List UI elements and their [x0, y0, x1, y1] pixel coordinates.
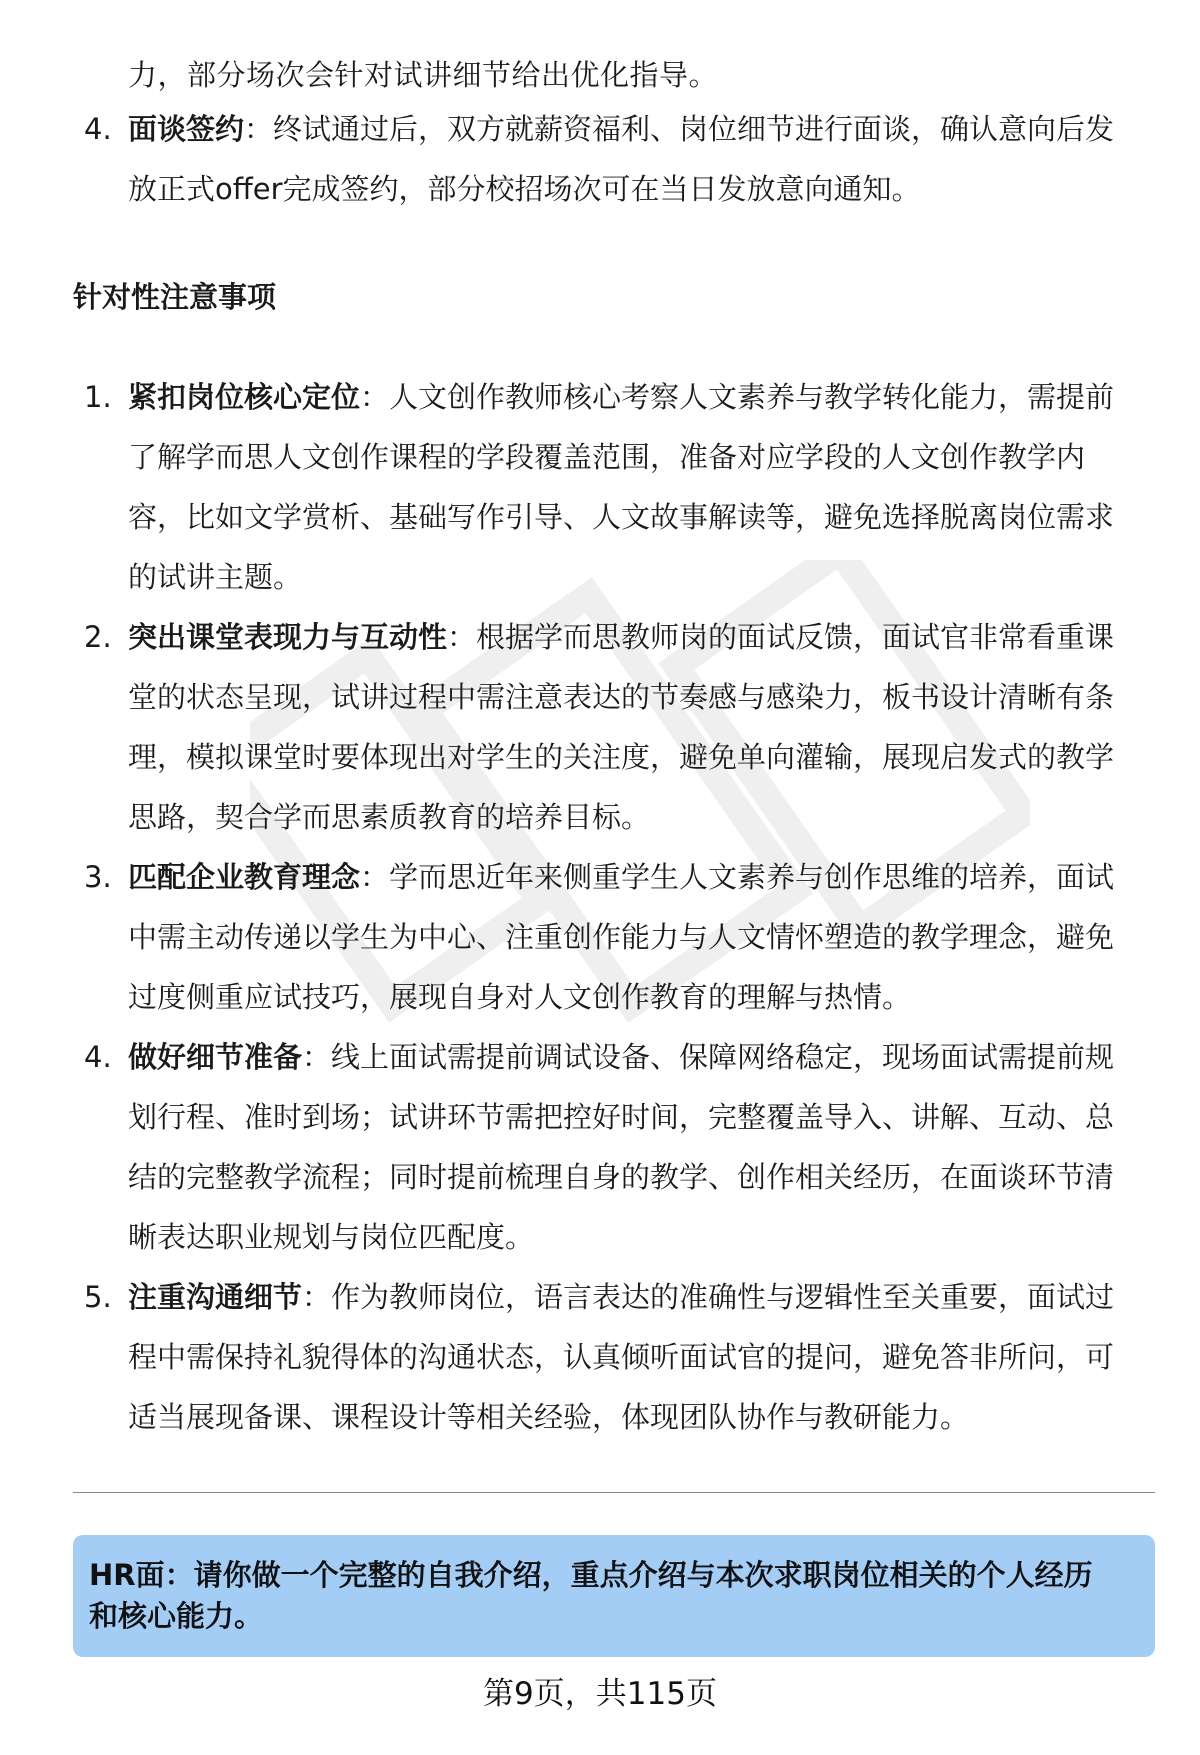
hr-question-box	[73, 1535, 1155, 1657]
continued-text-line	[128, 45, 1143, 105]
list-item	[0, 607, 1143, 847]
list-item-line	[128, 607, 1143, 667]
list-item	[0, 1267, 1143, 1447]
list-item-line: 容，比如文学赏析、基础写作引导、人文故事解读等，避免选择脱离岗位需求	[128, 500, 1115, 534]
list-item-line: 了解学而思人文创作课程的学段覆盖范围，准备对应学段的人文创作教学内	[128, 440, 1086, 474]
list-item-text: 作为教师岗位，语言表达的准确性与逻辑性至关重要，面试过	[331, 1280, 1115, 1314]
list-item-line	[128, 159, 1143, 219]
list-item-text: 根据学而思教师岗的面试反馈，面试官非常看重课	[476, 620, 1115, 654]
list-item-heading: 突出课堂表现力与互动性	[128, 620, 448, 654]
list-item-line: 程中需保持礼貌得体的沟通状态，认真倾听面试官的提问，避免答非所问，可	[128, 1340, 1115, 1374]
list-item-separator: ：	[302, 1040, 332, 1074]
list-item-line	[128, 1027, 1143, 1087]
list-item-heading: 面谈签约	[128, 112, 245, 146]
list-number: 5.	[84, 1280, 112, 1314]
list-item-heading: 做好细节准备	[128, 1040, 303, 1074]
list-number: 1.	[84, 380, 112, 414]
list-number: 4.	[84, 1040, 112, 1074]
section-divider	[73, 1492, 1155, 1493]
list-number: 4.	[84, 112, 112, 146]
list-item-heading: 匹配企业教育理念	[128, 860, 361, 894]
page-number: 第9页，共115页	[483, 1676, 717, 1712]
list-item-line: 中需主动传递以学生为中心、注重创作能力与人文情怀塑造的教学理念，避免	[128, 920, 1115, 954]
list-item-separator: ：	[360, 380, 390, 414]
list-item-text: 学而思近年来侧重学生人文素养与创作思维的培养，面试	[389, 860, 1115, 894]
list-item-line: 思路，契合学而思素质教育的培养目标。	[128, 800, 651, 834]
list-item-line: 堂的状态呈现，试讲过程中需注意表达的节奏感与感染力，板书设计清晰有条	[128, 680, 1115, 714]
list-item-text: 线上面试需提前调试设备、保障网络稳定，现场面试需提前规	[331, 1040, 1115, 1074]
list-item-separator: ：	[244, 112, 274, 146]
list-item-heading: 注重沟通细节	[128, 1280, 303, 1314]
list-number: 3.	[84, 860, 112, 894]
list-item-line	[128, 367, 1143, 427]
list-item-line: 划行程、准时到场；试讲环节需把控好时间，完整覆盖导入、讲解、互动、总	[128, 1100, 1115, 1134]
list-item-separator: ：	[302, 1280, 332, 1314]
list-item-line: 晰表达职业规划与岗位匹配度。	[128, 1220, 535, 1254]
continued-text: 力，部分场次会针对试讲细节给出优化指导。	[128, 58, 719, 92]
list-item-line	[128, 99, 1143, 159]
continued-list	[0, 99, 1200, 219]
list-item-line: 适当展现备课、课程设计等相关经验，体现团队协作与教研能力。	[128, 1400, 970, 1434]
list-item-line	[128, 847, 1143, 907]
section-title: 针对性注意事项	[73, 280, 277, 314]
list-item-line: 结的完整教学流程；同时提前梳理自身的教学、创作相关经历，在面谈环节清	[128, 1160, 1115, 1194]
list-item-heading: 紧扣岗位核心定位	[128, 380, 361, 414]
list-item	[0, 1027, 1143, 1267]
hr-question-line: HR面：请你做一个完整的自我介绍，重点介绍与本次求职岗位相关的个人经历	[89, 1558, 1093, 1592]
list-item-line: 过度侧重应试技巧，展现自身对人文创作教育的理解与热情。	[128, 980, 912, 1014]
list-item-text: 放正式offer完成签约，部分校招场次可在当日发放意向通知。	[128, 172, 921, 206]
list-item-line: 的试讲主题。	[128, 560, 303, 594]
hr-question-line: 和核心能力。	[89, 1599, 264, 1633]
list-item	[0, 99, 1143, 219]
list-item-line	[128, 1267, 1143, 1327]
list-number: 2.	[84, 620, 112, 654]
notes-list	[0, 367, 1200, 1447]
list-item-line: 理，模拟课堂时要体现出对学生的关注度，避免单向灌输，展现启发式的教学	[128, 740, 1115, 774]
list-item-text: 终试通过后，双方就薪资福利、岗位细节进行面谈，确认意向后发	[273, 112, 1115, 146]
list-item	[0, 847, 1143, 1027]
list-item-separator: ：	[447, 620, 477, 654]
list-item	[0, 367, 1143, 607]
list-item-separator: ：	[360, 860, 390, 894]
list-item-text: 人文创作教师核心考察人文素养与教学转化能力，需提前	[389, 380, 1115, 414]
